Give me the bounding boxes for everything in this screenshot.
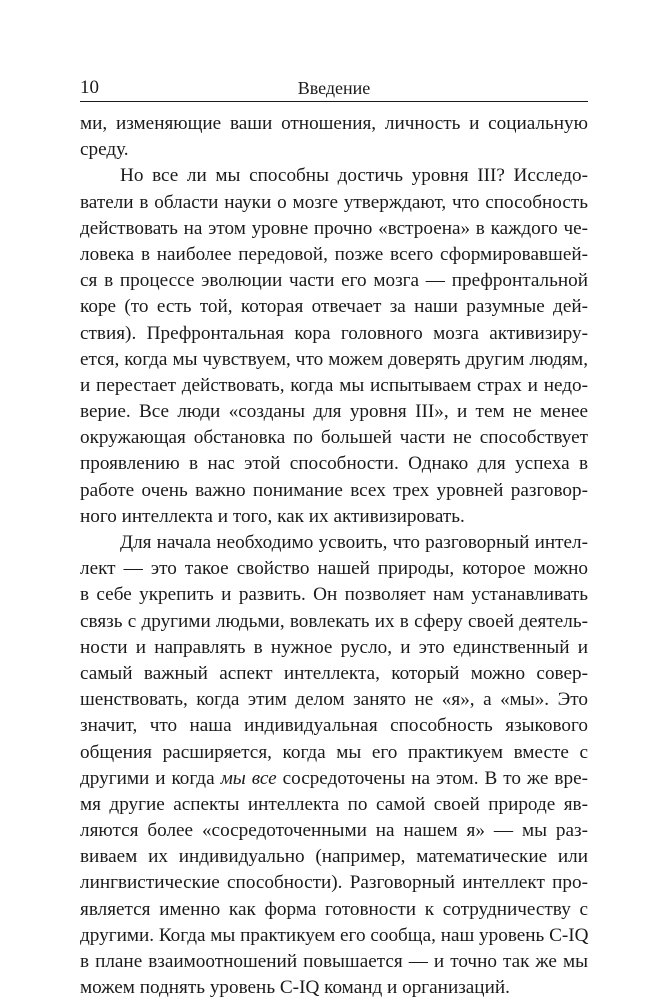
text-line: верие. Все люди «созданы для уровня III», и тем не менее xyxy=(80,401,588,423)
text-line: окружающая обстановка по большей части не способствует xyxy=(80,427,588,449)
text-line xyxy=(80,766,588,792)
text-line: другими. Когда мы практикуем его сообща, наш уровень C-IQ xyxy=(80,924,589,946)
emphasis-text: мы все xyxy=(220,767,277,789)
text-line: коре (то есть той, которая отвечает за наши разумные дей- xyxy=(80,296,588,318)
text-line: ляются более «сосредоточенными на нашем я» — мы раз- xyxy=(80,820,588,842)
text-line: виваем их индивидуально (например, математические или xyxy=(80,846,588,868)
text-line: и перестает действовать, когда мы испытываем страх и недо- xyxy=(80,374,588,396)
text-line: ловека в наиболее передовой, позже всего сформировавшей- xyxy=(80,243,588,265)
text-line: ется, когда мы чувствуем, что можем доверять другим людям, xyxy=(80,348,588,370)
text-line: Но все ли мы способны достичь уровня III? Исследо- xyxy=(120,165,588,187)
text-line: можем поднять уровень C-IQ команд и организаций. xyxy=(80,977,510,999)
text-line: связь с другими людьми, вовлекать их в сферу своей деятель- xyxy=(80,610,588,632)
page-number: 10 xyxy=(80,77,99,98)
text-line: проявлению в нас этой способности. Однако для успеха в xyxy=(80,453,588,475)
text-line: в себе укрепить и развить. Он позволяет нам устанавливать xyxy=(80,584,588,606)
body-text xyxy=(80,111,588,1001)
text-line: работе очень важно понимание всех трех уровней разговор- xyxy=(80,479,588,501)
text-line: общения расширяется, когда мы его практикуем вместе с xyxy=(80,741,588,763)
text-line: ватели в области науки о мозге утверждают, что способность xyxy=(80,191,588,213)
text-line: ности и направлять в нужное русло, и это единственный и xyxy=(80,636,588,658)
text-line: является именно как форма готовности к сотрудничеству с xyxy=(80,898,588,920)
page-header xyxy=(80,77,588,102)
text-line: ного интеллекта и того, как их активизировать. xyxy=(80,505,465,527)
text-line: в плане взаимоотношений повышается — и точно так же мы xyxy=(80,951,588,972)
text-line: действовать на этом уровне прочно «встроена» в каждого че- xyxy=(80,217,588,239)
text-line: ствия). Префронтальная кора головного мозга активизиру- xyxy=(80,322,588,344)
text-line: Для начала необходимо усвоить, что разговорный интел- xyxy=(120,532,588,553)
text-line: ми, изменяющие ваши отношения, личность и социальную xyxy=(80,113,588,134)
text-line: среду. xyxy=(80,139,129,161)
text-line: лект — это такое свойство нашей природы, которое можно xyxy=(80,558,588,580)
text-segment: сосредоточены на этом. В то же вре- xyxy=(276,767,588,789)
text-line: лингвистические способности). Разговорный интеллект про- xyxy=(80,872,588,894)
running-head: Введение xyxy=(297,78,371,98)
text-line: шенствовать, когда этим делом занято не «я», а «мы». Это xyxy=(80,689,588,711)
text-line: ся в процессе эволюции части его мозга — префронтальной xyxy=(80,270,588,292)
text-segment: другими и когда xyxy=(80,767,221,789)
text-line: мя другие аспекты интеллекта по самой своей природе яв- xyxy=(80,793,588,815)
text-line: самый важный аспект интеллекта, который можно совер- xyxy=(80,662,588,684)
text-line: значит, что наша индивидуальная способность языкового xyxy=(80,715,588,737)
